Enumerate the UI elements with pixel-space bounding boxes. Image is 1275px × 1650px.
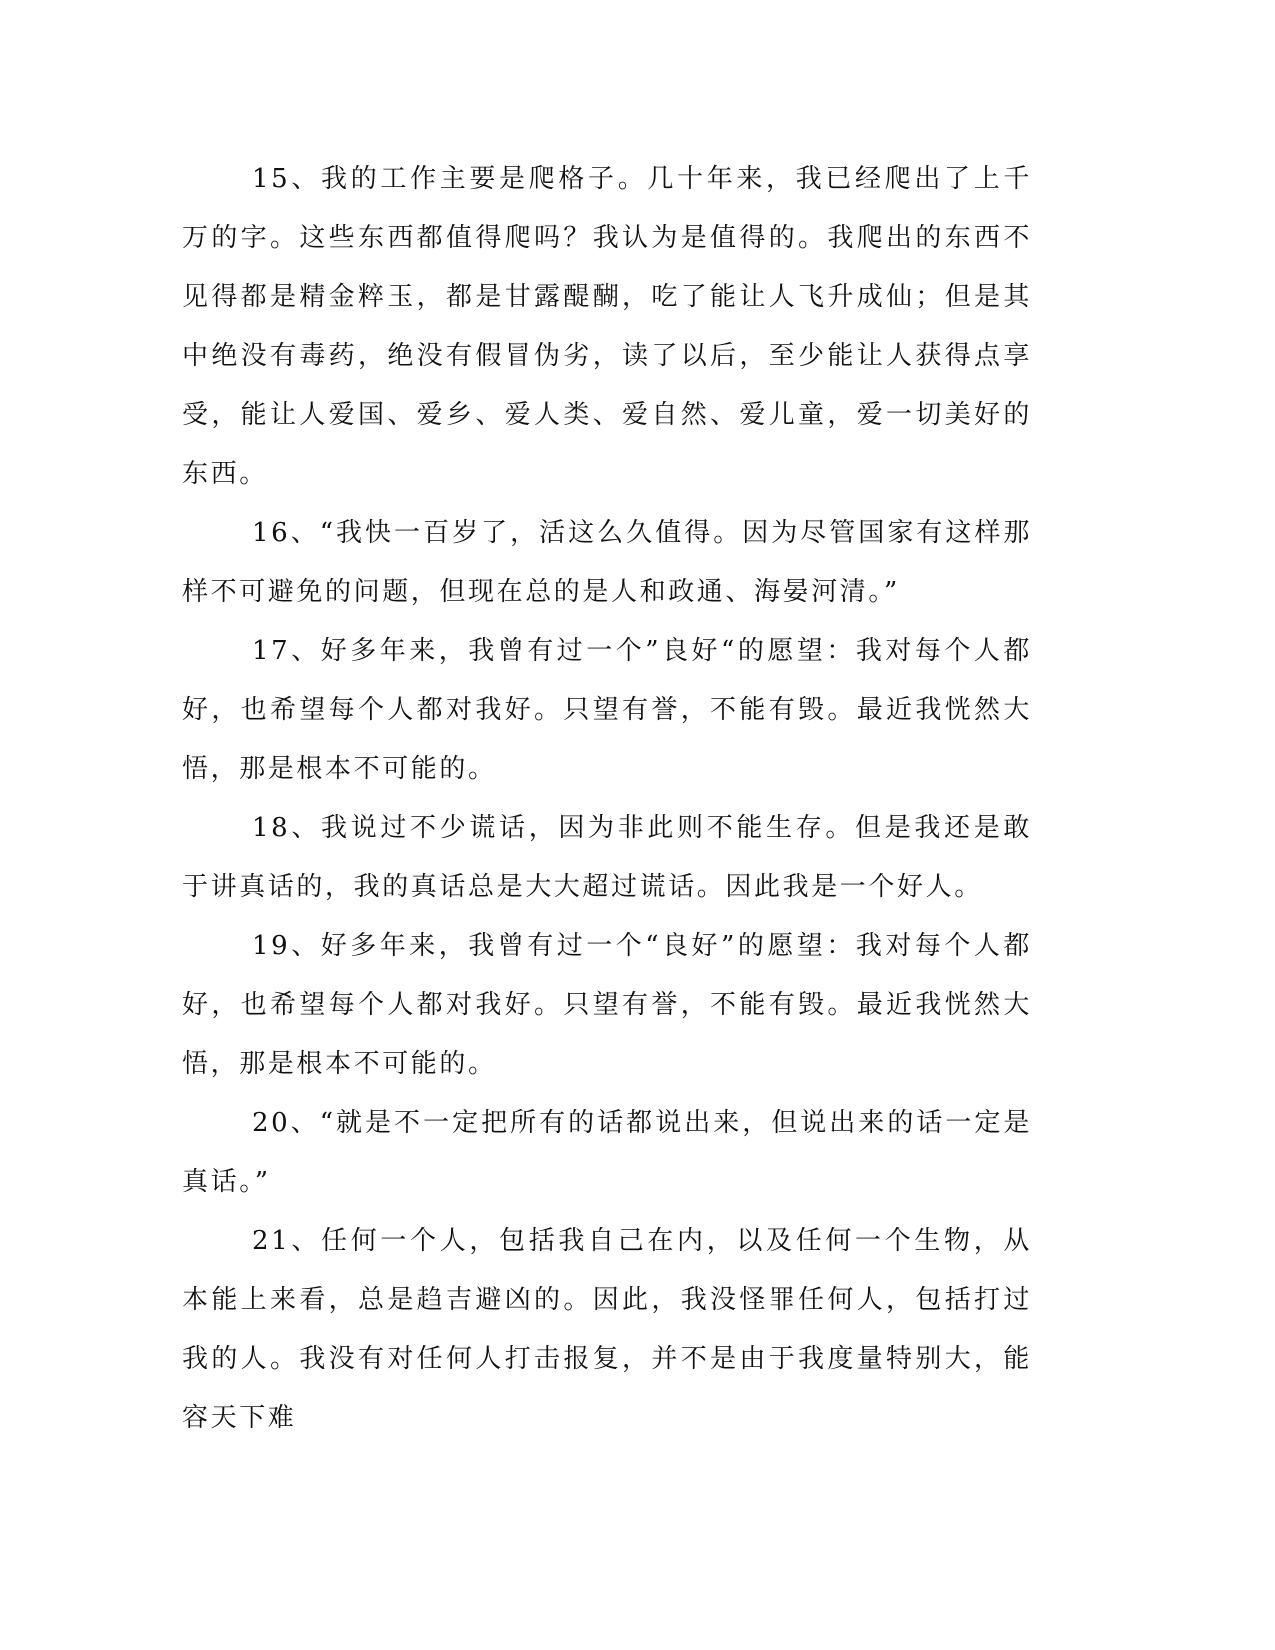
paragraph-20: 20、“就是不一定把所有的话都说出来，但说出来的话一定是真话。”	[182, 1108, 1032, 1197]
paragraph-18: 18、我说过不少谎话，因为非此则不能生存。但是我还是敢于讲真话的，我的真话总是大大超过谎话。因此我是一个好人。	[182, 813, 1032, 902]
paragraph-16: 16、“我快一百岁了，活这么久值得。因为尽管国家有这样那样不可避免的问题，但现在总的是人和政通、海晏河清。”	[182, 518, 1032, 607]
paragraph-19: 19、好多年来，我曾有过一个“良好”的愿望：我对每个人都好，也希望每个人都对我好。只望有誉，不能有毁。最近我恍然大悟，那是根本不可能的。	[182, 931, 1032, 1079]
paragraph-15: 15、我的工作主要是爬格子。几十年来，我已经爬出了上千万的字。这些东西都值得爬吗？我认为是值得的。我爬出的东西不见得都是精金粹玉，都是甘露醍醐，吃了能让人飞升成仙；但是其中绝没有毒药，绝没有假冒伪劣，读了以后，至少能让人获得点享受，能让人爱国、爱乡、爱人类、爱自然、爱儿童，爱一切美好的东西。	[182, 164, 1032, 489]
paragraph-21: 21、任何一个人，包括我自己在内，以及任何一个生物，从本能上来看，总是趋吉避凶的。因此，我没怪罪任何人，包括打过我的人。我没有对任何人打击报复，并不是由于我度量特别大，能容天下难	[182, 1226, 1032, 1433]
document-body	[182, 150, 1032, 1448]
paragraph-17: 17、好多年来，我曾有过一个”良好“的愿望：我对每个人都好，也希望每个人都对我好。只望有誉，不能有毁。最近我恍然大悟，那是根本不可能的。	[182, 636, 1032, 784]
